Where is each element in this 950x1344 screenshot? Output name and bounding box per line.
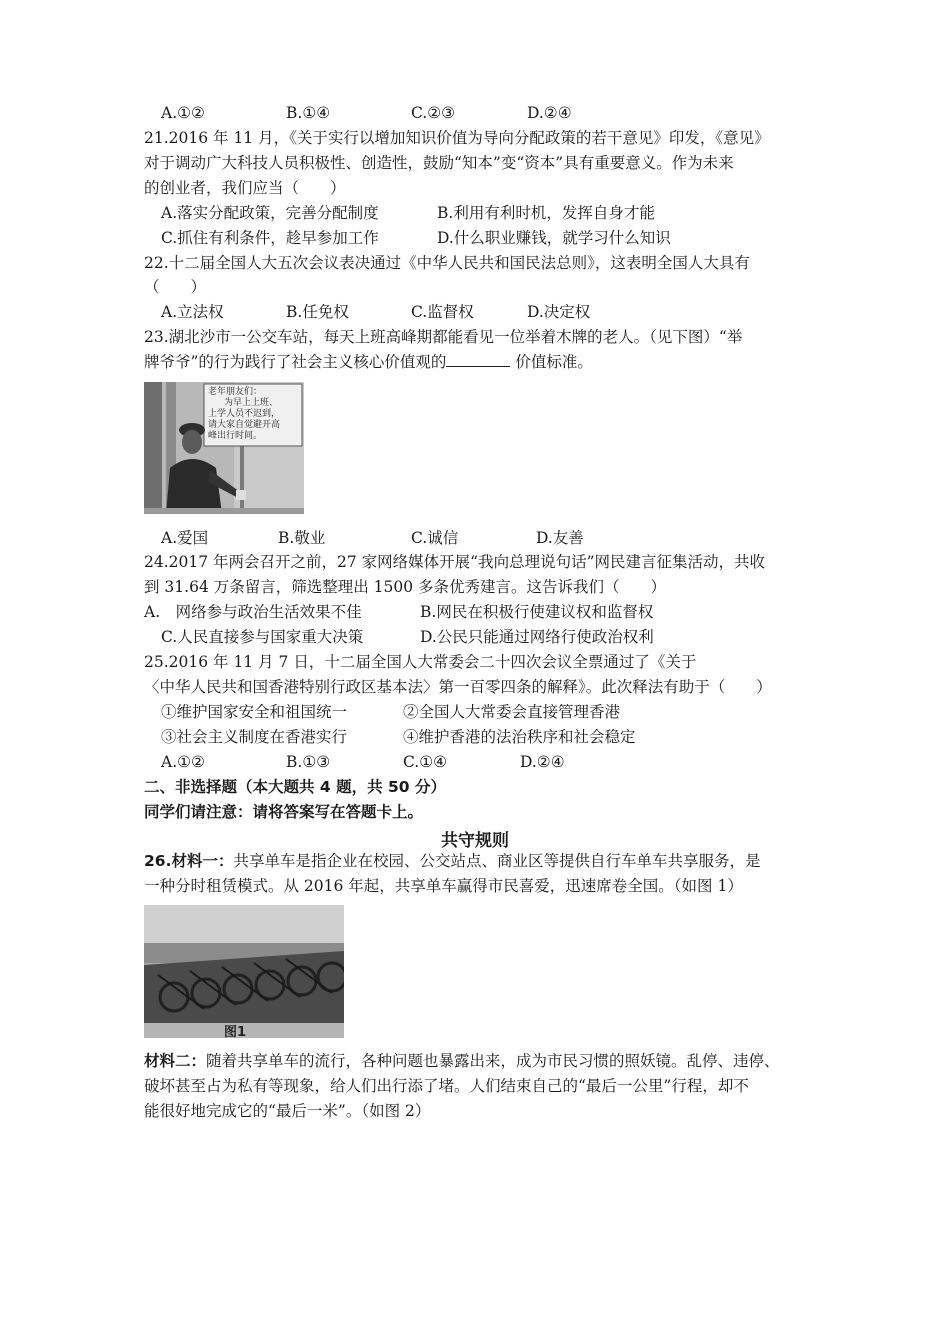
- q26-material-2-line-2: 破坏甚至占为私有等现象，给人们出行添了堵。人们结束自己的“最后一公里”行程，却不: [144, 1077, 749, 1095]
- q26-material-1-text: 共享单车是指企业在校园、公交站点、商业区等提供自行车单车共享服务，是: [233, 852, 761, 870]
- q26-figure-1-shared-bikes-photo: [144, 905, 344, 1038]
- q26-material-1-line-1: [144, 851, 760, 871]
- q25-option-c[interactable]: C.①④: [403, 753, 448, 771]
- q23-answer-blank[interactable]: [446, 352, 510, 367]
- section-2-heading: 二、非选择题（本大题共 4 题，共 50 分）: [144, 778, 446, 796]
- sign-line-1: 老年朋友们：: [208, 387, 263, 397]
- q24-option-a[interactable]: A. 网络参与政治生活效果不佳: [144, 603, 362, 621]
- q24-text-line-2: 到 31.64 万条留言，筛选整理出 1500 多条优秀建言。这告诉我们（ ）: [144, 578, 667, 596]
- sign-line-3: 上学人员不迟到，: [208, 409, 281, 419]
- q20-option-d[interactable]: D.②④: [527, 104, 572, 122]
- q22-option-b[interactable]: B.任免权: [286, 303, 349, 321]
- q24-text-line-1: 24.2017 年两会召开之前，27 家网络媒体开展“我向总理说句话”网民建言征集活动，共收: [144, 553, 766, 571]
- q26-material-2-line-1: [144, 1051, 780, 1071]
- q26-material-1-line-2: 一种分时租赁模式。从 2016 年起，共享单车赢得市民喜爱，迅速席卷全国。（如图 1）: [144, 877, 743, 895]
- q21-text-line-3: 的创业者，我们应当（ ）: [144, 179, 346, 197]
- q25-option-d[interactable]: D.②④: [520, 753, 565, 771]
- q23-photo-old-man-with-sign: [144, 382, 304, 514]
- q21-text-line-2: 对于调动广大科技人员积极性、创造性，鼓励“知本”变“资本”具有重要意义。作为未来: [144, 154, 734, 172]
- q25-text-line-2: 〈中华人民共和国香港特别行政区基本法〉第一百零四条的解释》。此次释法有助于（ ）: [144, 678, 772, 696]
- q21-option-b[interactable]: B.利用有利时机，发挥自身才能: [437, 204, 655, 222]
- q22-option-a[interactable]: A.立法权: [161, 303, 224, 321]
- q26-material-2-line-3: 能很好地完成它的“最后一米”。（如图 2）: [144, 1102, 431, 1120]
- q22-option-c[interactable]: C.监督权: [411, 303, 474, 321]
- q23-text-before-blank: 牌爷爷”的行为践行了社会主义核心价值观的: [144, 353, 447, 371]
- figure-1-illustration: [144, 905, 344, 1038]
- q25-option-b[interactable]: B.①③: [286, 753, 331, 771]
- q20-option-a[interactable]: A.①②: [161, 104, 205, 122]
- q23-option-c[interactable]: C.诚信: [411, 529, 459, 547]
- q22-option-d[interactable]: D.决定权: [527, 303, 591, 321]
- q23-text-line-1: 23.湖北沙市一公交车站，每天上班高峰期都能看见一位举着木牌的老人。（见下图）“举: [144, 328, 743, 346]
- q25-item-1: ①维护国家安全和祖国统一: [161, 703, 348, 721]
- q23-option-a[interactable]: A.爱国: [161, 529, 209, 547]
- section-title: 共守规则: [441, 831, 509, 851]
- q25-text-line-1: 25.2016 年 11 月 7 日，十二届全国人大常委会二十四次会议全票通过了《关于: [144, 653, 697, 671]
- sign-line-5: 峰出行时间。: [208, 431, 263, 441]
- sign-line-4: 请大家自觉避开高: [208, 420, 281, 430]
- q23-option-b[interactable]: B.敬业: [278, 529, 326, 547]
- q21-option-c[interactable]: C.抓住有利条件，趁早参加工作: [161, 229, 379, 247]
- q23-photo-sign-text: [208, 387, 300, 442]
- section-2-note: 同学们请注意：请将答案写在答题卡上。: [144, 803, 424, 821]
- q20-option-c[interactable]: C.②③: [411, 104, 456, 122]
- sign-line-2: 为早上上班、: [224, 398, 279, 408]
- q24-option-d[interactable]: D.公民只能通过网络行使政治权利: [420, 628, 654, 646]
- q23-text-after-blank: 价值标准。: [510, 353, 593, 371]
- q24-option-c[interactable]: C.人民直接参与国家重大决策: [161, 628, 364, 646]
- q25-item-3: ③社会主义制度在香港实行: [161, 728, 348, 746]
- q22-text-line-2: （ ）: [144, 278, 207, 296]
- q20-option-b[interactable]: B.①④: [286, 104, 331, 122]
- q26-material-1-label: 26.材料一：: [144, 852, 234, 870]
- q21-text-line-1: 21.2016 年 11 月，《关于实行以增加知识价值为导向分配政策的若干意见》印发，《意见》: [144, 129, 770, 147]
- q22-text-line-1: 22.十二届全国人大五次会议表决通过《中华人民共和国民法总则》，这表明全国人大具有: [144, 254, 750, 272]
- figure-1-caption: 图1: [224, 1025, 247, 1038]
- q21-option-a[interactable]: A.落实分配政策，完善分配制度: [161, 204, 379, 222]
- q26-material-2-text: 随着共享单车的流行，各种问题也暴露出来，成为市民习惯的照妖镜。乱停、违停、: [206, 1052, 780, 1070]
- q24-option-b[interactable]: B.网民在积极行使建议权和监督权: [420, 603, 654, 621]
- q23-option-d[interactable]: D.友善: [536, 529, 584, 547]
- q21-option-d[interactable]: D.什么职业赚钱，就学习什么知识: [437, 229, 671, 247]
- q26-material-2-label: 材料二：: [144, 1052, 207, 1070]
- q25-item-4: ④维护香港的法治秩序和社会稳定: [403, 728, 636, 746]
- q23-text-line-2: [144, 352, 593, 372]
- q25-option-a[interactable]: A.①②: [161, 753, 205, 771]
- q25-item-2: ②全国人大常委会直接管理香港: [403, 703, 621, 721]
